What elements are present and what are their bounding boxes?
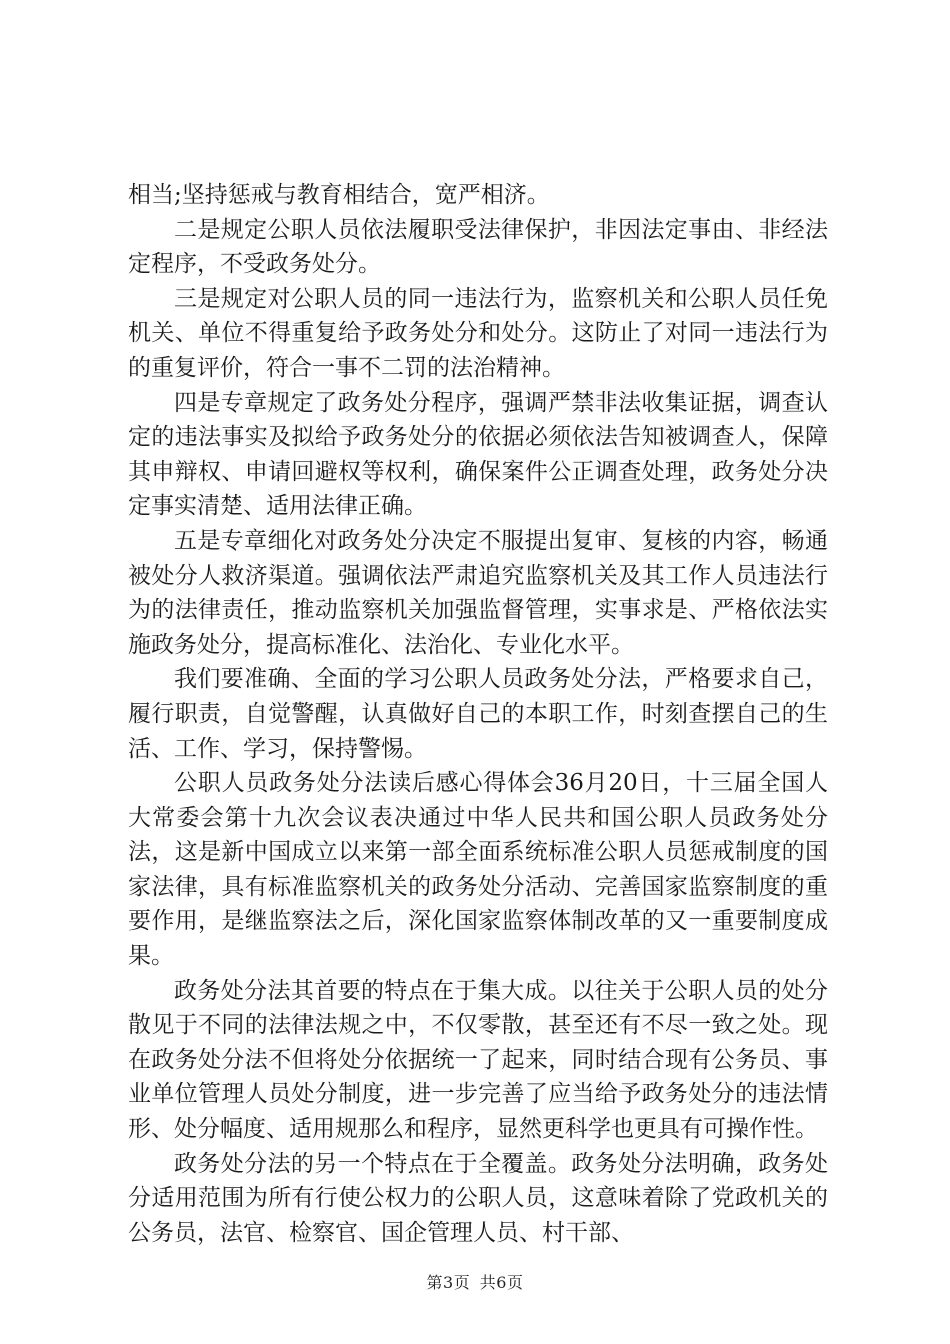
page-number: 第3页 bbox=[426, 1273, 471, 1292]
page-total: 共6页 bbox=[479, 1273, 524, 1292]
paragraph-9: 政务处分法的另一个特点在于全覆盖。政务处分法明确，政务处分适用范围为所有行使公权力的公职人员，这意味着除了党政机关的公务员，法官、检察官、国企管理人员、村干部、 bbox=[128, 1150, 828, 1246]
paragraph-8: 政务处分法其首要的特点在于集大成。以往关于公职人员的处分散见于不同的法律法规之中，不仅零散，甚至还有不尽一致之处。现在政务处分法不但将处分依据统一了起来，同时结合现有公务员、事业单位管理人员处分制度，进一步完善了应当给予政务处分的违法情形、处分幅度、适用规那么和程序，显然更科学也更具有可操作性。 bbox=[128, 977, 828, 1143]
document-body bbox=[128, 178, 828, 1250]
paragraph-4: 四是专章规定了政务处分程序，强调严禁非法收集证据，调查认定的违法事实及拟给予政务处分的依据必须依法告知被调查人，保障其申辩权、申请回避权等权利，确保案件公正调查处理，政务处分决定事实清楚、适用法律正确。 bbox=[128, 389, 828, 520]
paragraph-2: 二是规定公职人员依法履职受法律保护，非因法定事由、非经法定程序，不受政务处分。 bbox=[128, 216, 828, 278]
page-footer bbox=[0, 1270, 950, 1293]
paragraph-1: 相当;坚持惩戒与教育相结合，宽严相济。 bbox=[128, 182, 550, 208]
paragraph-3: 三是规定对公职人员的同一违法行为，监察机关和公职人员任免机关、单位不得重复给予政务处分和处分。这防止了对同一违法行为的重复评价，符合一事不二罚的法治精神。 bbox=[128, 285, 828, 381]
paragraph-7: 公职人员政务处分法读后感心得体会36月20日，十三届全国人大常委会第十九次会议表决通过中华人民共和国公职人员政务处分法，这是新中国成立以来第一部全面系统标准公职人员惩戒制度的国家法律，具有标准监察机关的政务处分活动、完善国家监察制度的重要作用，是继监察法之后，深化国家监察体制改革的又一重要制度成果。 bbox=[128, 770, 828, 970]
paragraph-6: 我们要准确、全面的学习公职人员政务处分法，严格要求自己，履行职责，自觉警醒，认真做好自己的本职工作，时刻查摆自己的生活、工作、学习，保持警惕。 bbox=[128, 666, 828, 762]
paragraph-5: 五是专章细化对政务处分决定不服提出复审、复核的内容，畅通被处分人救济渠道。强调依法严肃追究监察机关及其工作人员违法行为的法律责任，推动监察机关加强监督管理，实事求是、严格依法实施政务处分，提高标准化、法治化、专业化水平。 bbox=[128, 527, 828, 658]
